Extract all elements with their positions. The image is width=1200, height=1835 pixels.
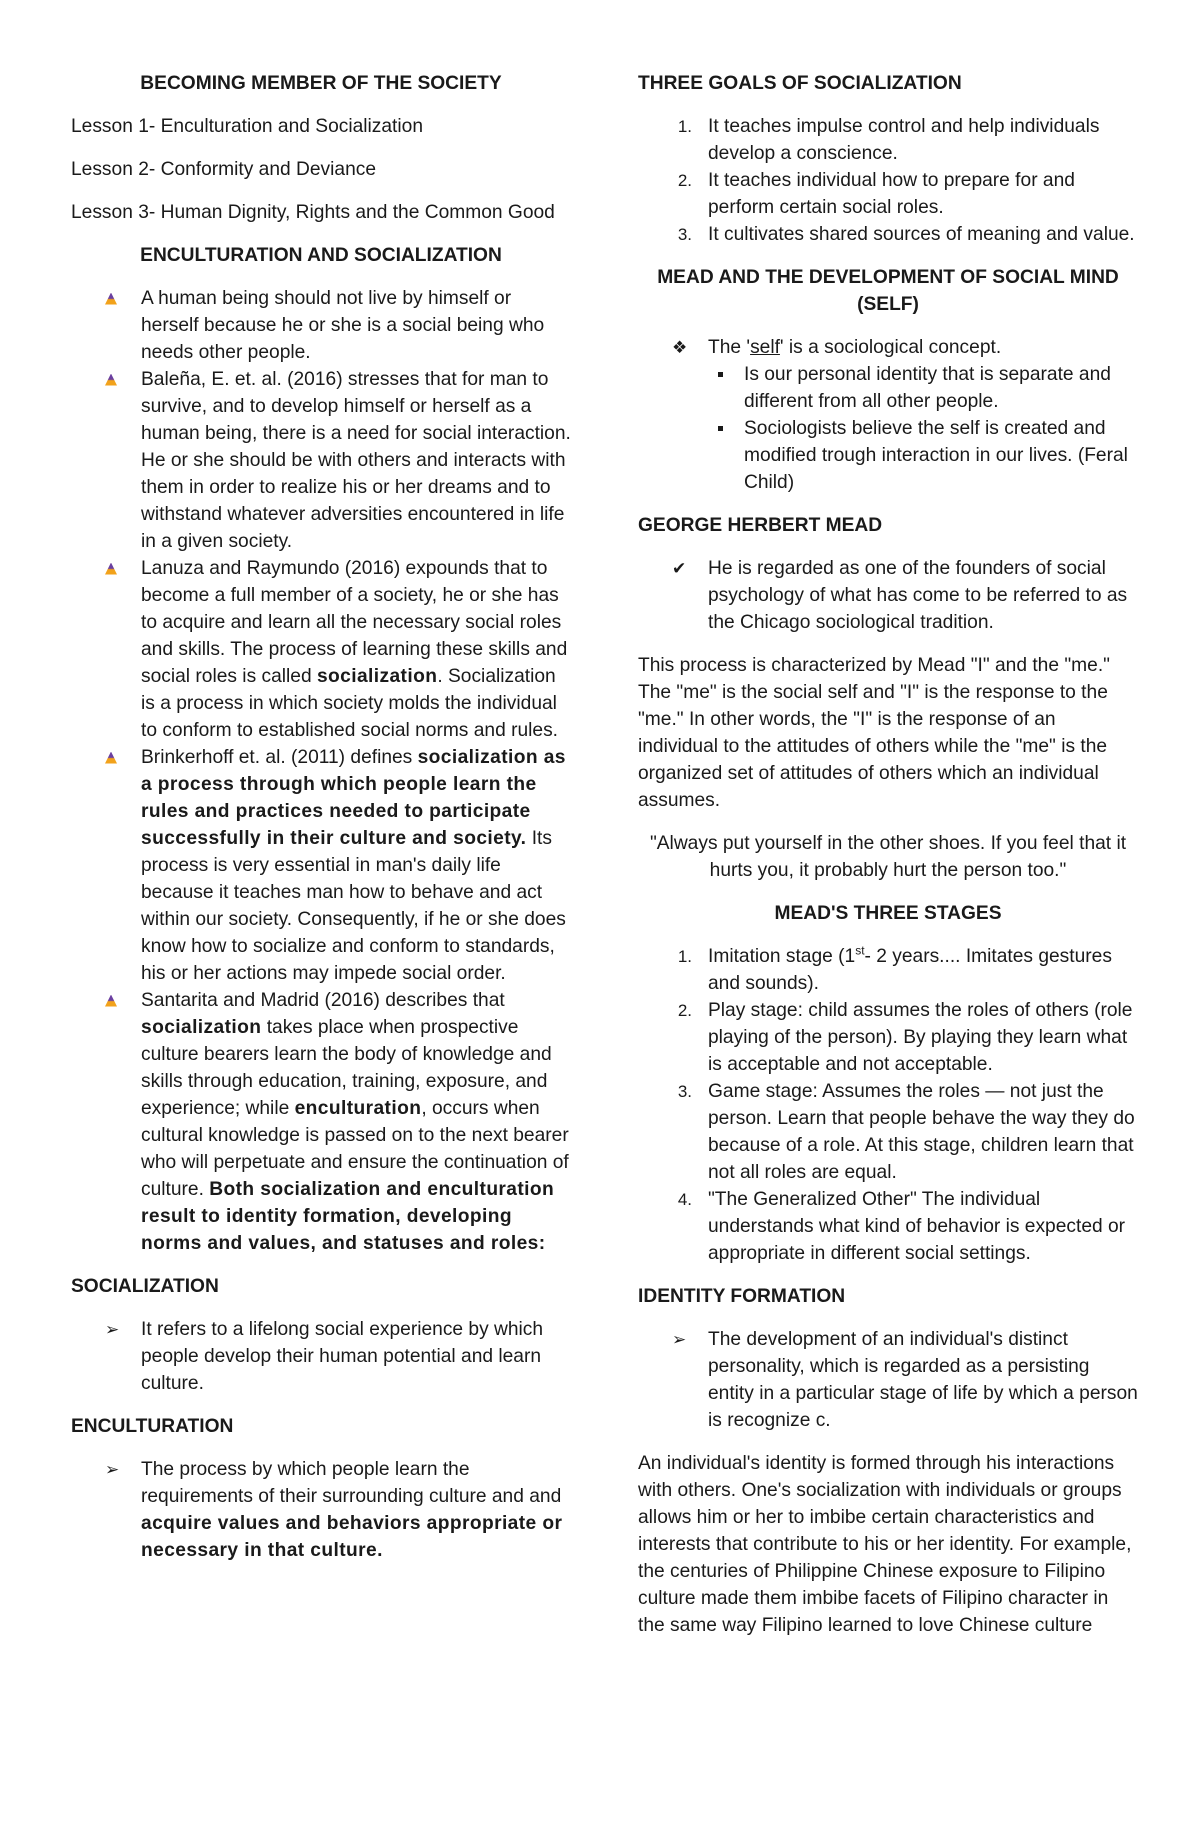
list-item: A human being should not live by himself or herself because he or she is a social being who needs other people. — [71, 285, 571, 366]
list-item: ➢ It refers to a lifelong social experience by which people develop their human potential and learn culture. — [71, 1316, 571, 1397]
list-item: Lanuza and Raymundo (2016) expounds that to become a full member of a society, he or she has to acquire and learn all the necessary social roles and skills. The process of learning these skills and social roles is called socialization. Socialization is a process in which society molds the individual to conform to established social norms and rules. — [71, 555, 571, 744]
identity-paragraph: An individual's identity is formed through his interactions with others. One's socialization with individuals or groups allows him or her to imbibe certain characteristics and interests that contribute to his or her identity. For example, the centuries of Philippine Chinese exposure to Filipino culture made them imbibe facets of Filipino character in the same way Filipino learned to love Chinese culture — [638, 1453, 1132, 1636]
list-item: Baleña, E. et. al. (2016) stresses that for man to survive, and to develop himself or herself as a human being, there is a need for social interaction. He or she should be with others and interacts with them in order to realize his or her dreams and to withstand whatever adversities encountered in life in a given society. — [71, 366, 571, 555]
goals-list — [638, 113, 1138, 248]
enculturation-heading: ENCULTURATION — [71, 1416, 234, 1437]
enc-soc-bullet-list — [71, 285, 571, 1257]
goals-heading: THREE GOALS OF SOCIALIZATION — [638, 73, 962, 94]
square-bullet-icon — [718, 426, 723, 431]
socialization-list — [71, 1316, 571, 1397]
identity-list — [638, 1326, 1138, 1434]
lesson-2: Lesson 2- Conformity and Deviance — [71, 159, 377, 180]
list-item: ➢ The process by which people learn the requirements of their surrounding culture and and acquire values and behaviors appropriate or necessary in that culture. — [71, 1456, 571, 1564]
square-bullet-icon — [718, 372, 723, 377]
arrow-bullet-icon — [105, 744, 131, 771]
enculturation-socialization-heading: ENCULTURATION AND SOCIALIZATION — [140, 245, 502, 266]
left-column — [71, 70, 571, 1580]
diamond-bullet-icon: ❖ — [672, 338, 688, 357]
list-item: Is our personal identity that is separate and different from all other people. — [708, 361, 1138, 415]
stages-heading: MEAD'S THREE STAGES — [774, 903, 1002, 924]
lesson-3: Lesson 3- Human Dignity, Rights and the Common Good — [71, 202, 555, 223]
document-title: BECOMING MEMBER OF THE SOCIETY — [140, 73, 502, 94]
arrow-bullet-icon — [105, 987, 131, 1014]
list-item: 2. Play stage: child assumes the roles of others (role playing of the person). By playing they learn what is acceptable and not acceptable. — [677, 1000, 1133, 1075]
socialization-heading: SOCIALIZATION — [71, 1276, 219, 1297]
arrow-bullet-icon — [105, 555, 131, 582]
stages-list — [638, 943, 1138, 1267]
list-item: ❖ The 'self' is a sociological concept. Is our personal identity that is separate and different from all other people. Sociologists believe the self is created and modified trough interaction in our lives. (Feral Child) — [638, 334, 1138, 496]
list-item: 3. Game stage: Assumes the roles — not just the person. Learn that people behave the way they do because of a role. At this stage, children learn that not all roles are equal. — [677, 1081, 1135, 1183]
self-list — [638, 334, 1138, 496]
arrowhead-bullet-icon: ➢ — [672, 1330, 687, 1349]
ghm-heading: GEORGE HERBERT MEAD — [638, 515, 883, 536]
checkmark-bullet-icon: ✔ — [672, 559, 687, 578]
quote-paragraph: "Always put yourself in the other shoes. If you feel that it hurts you, it probably hurt the person too." — [649, 833, 1127, 881]
list-item: 1. It teaches impulse control and help individuals develop a conscience. — [677, 116, 1100, 164]
enculturation-list — [71, 1456, 571, 1564]
arrowhead-bullet-icon: ➢ — [105, 1320, 120, 1339]
list-item: Santarita and Madrid (2016) describes that socialization takes place when prospective culture bearers learn the body of knowledge and skills through education, training, exposure, and experience; while enculturation, occurs when cultural knowledge is passed on to the next bearer who will perpetuate and ensure the continuation of culture. Both socialization and enculturation result to identity formation, developing norms and values, and statuses and roles: — [71, 987, 571, 1257]
arrow-bullet-icon — [105, 285, 131, 312]
lesson-1: Lesson 1- Enculturation and Socialization — [71, 116, 423, 137]
list-item: ✔ He is regarded as one of the founders of social psychology of what has come to be referred to as the Chicago sociological tradition. — [638, 555, 1138, 636]
list-item: ➢ The development of an individual's distinct personality, which is regarded as a persisting entity in a particular stage of life by which a person is recognize c. — [638, 1326, 1138, 1434]
list-item: 1. Imitation stage (1st- 2 years.... Imitates gestures and sounds). — [677, 943, 1112, 994]
self-sub-list — [708, 361, 1138, 496]
arrowhead-bullet-icon: ➢ — [105, 1460, 120, 1479]
list-item: Sociologists believe the self is created and modified trough interaction in our lives. (Feral Child) — [708, 415, 1138, 496]
process-paragraph: This process is characterized by Mead "I" and the "me." The "me" is the social self and "I" is the response to the "me." In other words, the "I" is the response of an individual to the attitudes of others while the "me" is the organized set of attitudes of others which an individual assumes. — [638, 655, 1110, 811]
list-item: Brinkerhoff et. al. (2011) defines socialization as a process through which people learn the rules and practices needed to participate successfully in their culture and society. Its process is very essential in man's daily life because it teaches man how to behave and act within our society. Consequently, if he or she does know how to socialize and conform to standards, his or her actions may impede social order. — [71, 744, 571, 987]
list-item: 4. "The Generalized Other" The individual understands what kind of behavior is expected or appropriate in different social settings. — [677, 1189, 1126, 1264]
ghm-list — [638, 555, 1138, 636]
arrow-bullet-icon — [105, 366, 131, 393]
list-item: 2. It teaches individual how to prepare for and perform certain social roles. — [677, 170, 1075, 218]
mead-heading: MEAD AND THE DEVELOPMENT OF SOCIAL MIND (SELF) — [657, 267, 1119, 315]
list-item: 3. It cultivates shared sources of meaning and value. — [677, 224, 1135, 245]
right-column — [638, 70, 1138, 1655]
identity-heading: IDENTITY FORMATION — [638, 1286, 846, 1307]
